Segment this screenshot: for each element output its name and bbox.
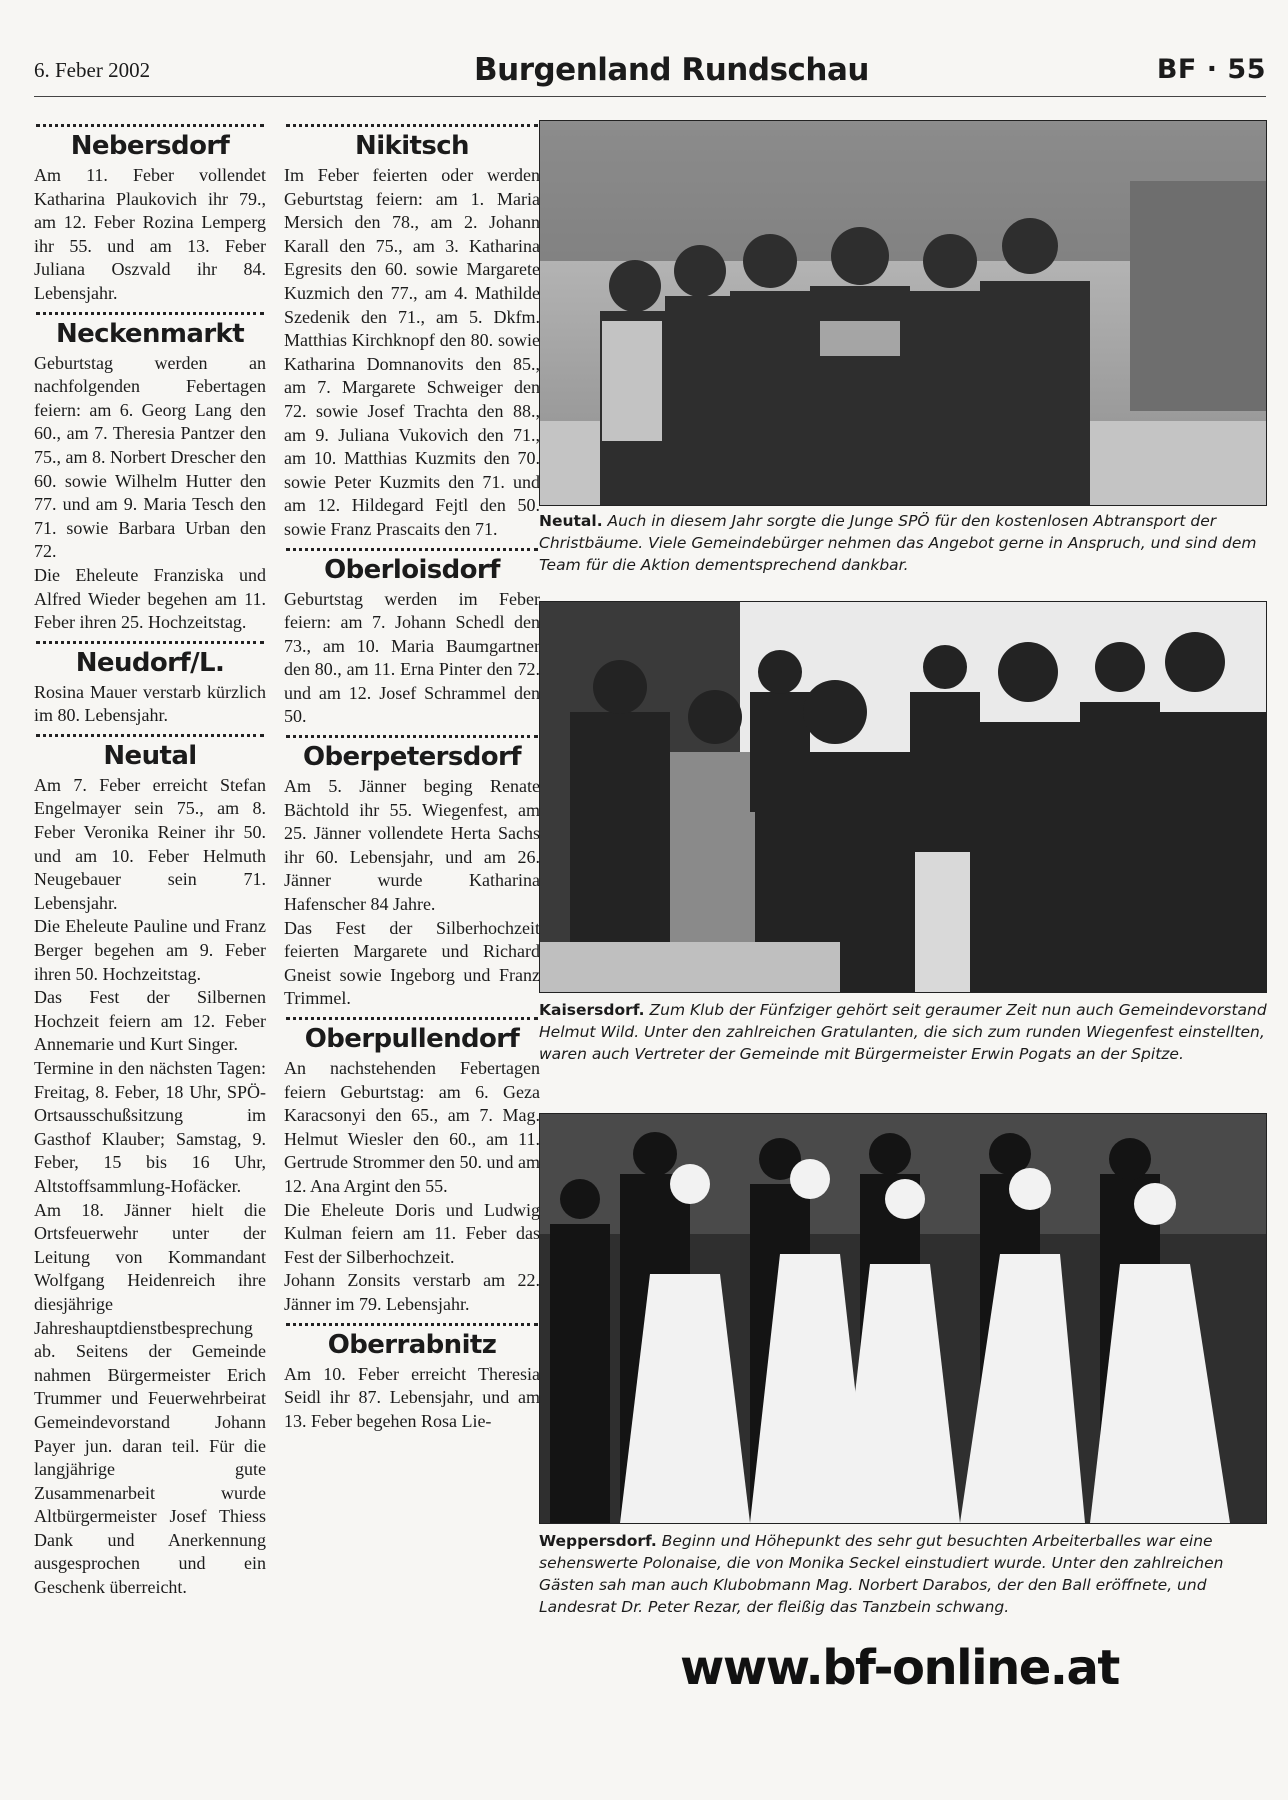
section-title: Neckenmarkt bbox=[55, 318, 245, 349]
issue-date: 6. Feber 2002 bbox=[34, 58, 151, 82]
section-title: Oberrabnitz bbox=[327, 1329, 497, 1360]
paragraph: Die Eheleute Doris und Ludwig Kulman feiern am 11. Feber das Fest der Silberhochzeit. bbox=[284, 1199, 540, 1267]
paragraph: Am 7. Feber erreicht Stefan Engelmayer sein 75., am 8. Feber Veronika Reiner ihr 50. und am 10. Feber Helmuth Neugebauer sein 71. Lebensjahr. bbox=[34, 774, 266, 913]
section-body bbox=[284, 588, 540, 730]
photo-kaisersdorf-group bbox=[539, 601, 1267, 993]
section-title: Nebersdorf bbox=[70, 131, 230, 161]
dotted-divider bbox=[36, 124, 264, 127]
dotted-divider bbox=[286, 1017, 538, 1020]
middle-column bbox=[284, 118, 540, 1437]
photo-weppersdorf-ball bbox=[539, 1113, 1267, 1524]
paragraph: Die Eheleute Franziska und Alfred Wieder begehen am 11. Feber ihren 25. Hochzeitstag. bbox=[34, 564, 266, 633]
caption-text: Auch in diesem Jahr sorgte die Junge SPÖ für den kostenlosen Abtransport der Christbäume. Viele Gemeindebürger nehmen das Angebot gerne in Anspruch, und sind dem Team für die Aktion dementsprechend dankbar. bbox=[539, 512, 1257, 574]
dotted-divider bbox=[286, 124, 538, 127]
paragraph: Am 5. Jänner beging Renate Bächtold ihr 55. Wiegenfest, am 25. Jänner vollendete Herta Sachs ihr 60. Lebensjahr, und am 26. Jänner wurde Katharina Hafenscher 84 Jahre. bbox=[284, 776, 540, 915]
section-body bbox=[34, 352, 266, 635]
paragraph: Am 18. Jänner hielt die Ortsfeuerwehr unter der Leitung von Kommandant Wolfgang Heidenreich ihre diesjährige Jahreshauptdienstbesprechung ab. Seitens der Gemeinde nahmen Bürgermeister Erich Trummer und Feuerwehrbeirat Gemeindevorstand Johann Payer jun. daran teil. Für die langjährige gute Zusammenarbeit wurde Altbürgermeister Josef Thiess Dank und Anerkennung ausgesprochen und ein Geschenk überreicht. bbox=[34, 1199, 266, 1598]
caption-place: Weppersdorf. bbox=[539, 1532, 657, 1550]
section-body bbox=[34, 774, 266, 1600]
caption-text: Zum Klub der Fünfziger gehört seit geraumer Zeit nun auch Gemeindevorstand Helmut Wild. Unter den zahlreichen Gratulanten, die sich zum runden Wiegenfest einstellten, waren auch Vertreter der Gemeinde mit Bürgermeister Erwin Pogats an der Spitze. bbox=[539, 1001, 1267, 1063]
dotted-divider bbox=[286, 735, 538, 738]
section-title: Oberpetersdorf bbox=[303, 742, 521, 773]
dotted-divider bbox=[36, 641, 264, 644]
paragraph: Im Feber feierten oder werden Geburtstag feiern: am 1. Maria Mersich den 78., am 2. Johann Karall den 75., am 3. Katharina Egresits den 60. sowie Margarete Kuzmich den 77., am 4. Mathilde Szedenik den 71., am 5. Dkfm. Matthias Kirchknopf den 80. sowie Katharina Domnanovits den 85., am 7. Margarete Schweiger den 72. sowie Josef Trachta den 88., am 9. Juliana Vukovich den 71., am 10. Matthias Kuzmits den 70. sowie Peter Kuzmits den 71. und am 12. Hildegard Fejtl den 50. sowie Franz Prascaits den 71. bbox=[284, 165, 540, 539]
paragraph: Geburtstag werden an nachfolgenden Febertagen feiern: am 6. Georg Lang den 60., am 7. Theresia Pantzer den 75., am 8. Norbert Drescher den 60. sowie Wilhelm Hutter den 77. und am 9. Maria Tesch den 71. sowie Barbara Urban den 72. bbox=[34, 352, 266, 562]
website-url: www.bf-online.at bbox=[680, 1640, 1119, 1696]
section-body bbox=[284, 164, 540, 542]
section-body bbox=[284, 1363, 540, 1434]
paragraph: Das Fest der Silberhochzeit feierten Margarete und Richard Gneist sowie Ingeborg und Franz Trimmel. bbox=[284, 917, 540, 1009]
caption-text: Beginn und Höhepunkt des sehr gut besuchten Arbeiterballes war eine sehenswerte Polonaise, die von Monika Seckel einstudiert wurde. Unter den zahlreichen Gästen sah man auch Klubobmann Mag. Norbert Darabos, der den Ball eröffnete, und Landesrat Dr. Peter Rezar, der fleißig das Tanzbein schwang. bbox=[539, 1532, 1224, 1616]
paragraph: Termine in den nächsten Tagen: Freitag, 8. Feber, 18 Uhr, SPÖ-Ortsausschußsitzung im Gasthof Klauber; Samstag, 9. Feber, 15 bis 16 Uhr, Altstoffsammlung-Hofäcker. bbox=[34, 1058, 266, 1196]
paragraph: Geburtstag werden im Feber feiern: am 7. Johann Schedl den 73., am 10. Maria Baumgartner den 80., am 11. Erna Pinter den 72. und am 12. Josef Schrammel den 50. bbox=[284, 588, 540, 727]
paragraph: Das Fest der Silbernen Hochzeit feiern am 12. Feber Annemarie und Kurt Singer. bbox=[34, 987, 266, 1055]
dotted-divider bbox=[36, 312, 264, 315]
section-title: Oberpullendorf bbox=[304, 1024, 520, 1054]
caption-neutal bbox=[539, 510, 1267, 576]
section-title: Neudorf/L. bbox=[75, 647, 225, 678]
section-title: Oberloisdorf bbox=[324, 554, 500, 585]
paragraph: Die Eheleute Pauline und Franz Berger begehen am 9. Feber ihren 50. Hochzeitstag. bbox=[34, 916, 266, 984]
paragraph: Johann Zonsits verstarb am 22. Jänner im 79. Lebensjahr. bbox=[284, 1270, 540, 1314]
photo-neutal-group bbox=[539, 120, 1267, 506]
paragraph: Rosina Mauer verstarb kürzlich im 80. Lebensjahr. bbox=[34, 681, 266, 726]
dotted-divider bbox=[286, 1323, 538, 1326]
caption-place: Kaisersdorf. bbox=[539, 1001, 645, 1019]
dotted-divider bbox=[36, 734, 264, 737]
section-body bbox=[34, 681, 266, 728]
section-body bbox=[284, 1057, 540, 1317]
page-number: BF · 55 bbox=[1156, 54, 1266, 85]
section-title: Nikitsch bbox=[355, 131, 469, 161]
section-title: Neutal bbox=[103, 740, 197, 771]
paragraph: An nachstehenden Febertagen feiern Geburtstag: am 6. Geza Karacsonyi den 65., am 7. Mag. Helmut Wiesler den 60., am 11. Gertrude Strommer den 50. und am 12. Ana Argint den 55. bbox=[284, 1058, 540, 1196]
caption-kaisersdorf bbox=[539, 999, 1267, 1065]
caption-weppersdorf bbox=[539, 1530, 1267, 1618]
dotted-divider bbox=[286, 548, 538, 551]
section-body bbox=[284, 775, 540, 1011]
section-body bbox=[34, 164, 266, 306]
paragraph: Am 11. Feber vollendet Katharina Plaukovich ihr 79., am 12. Feber Rozina Lemperg ihr 55. und am 13. Feber Juliana Oszvald ihr 84. Lebensjahr. bbox=[34, 165, 266, 303]
paragraph: Am 10. Feber erreicht Theresia Seidl ihr 87. Lebensjahr, und am 13. Feber begehen Rosa Lie- bbox=[284, 1363, 540, 1431]
caption-place: Neutal. bbox=[539, 512, 603, 530]
left-column bbox=[34, 118, 266, 1604]
page-header bbox=[34, 50, 1266, 97]
newspaper-title: Burgenland Rundschau bbox=[474, 52, 869, 88]
